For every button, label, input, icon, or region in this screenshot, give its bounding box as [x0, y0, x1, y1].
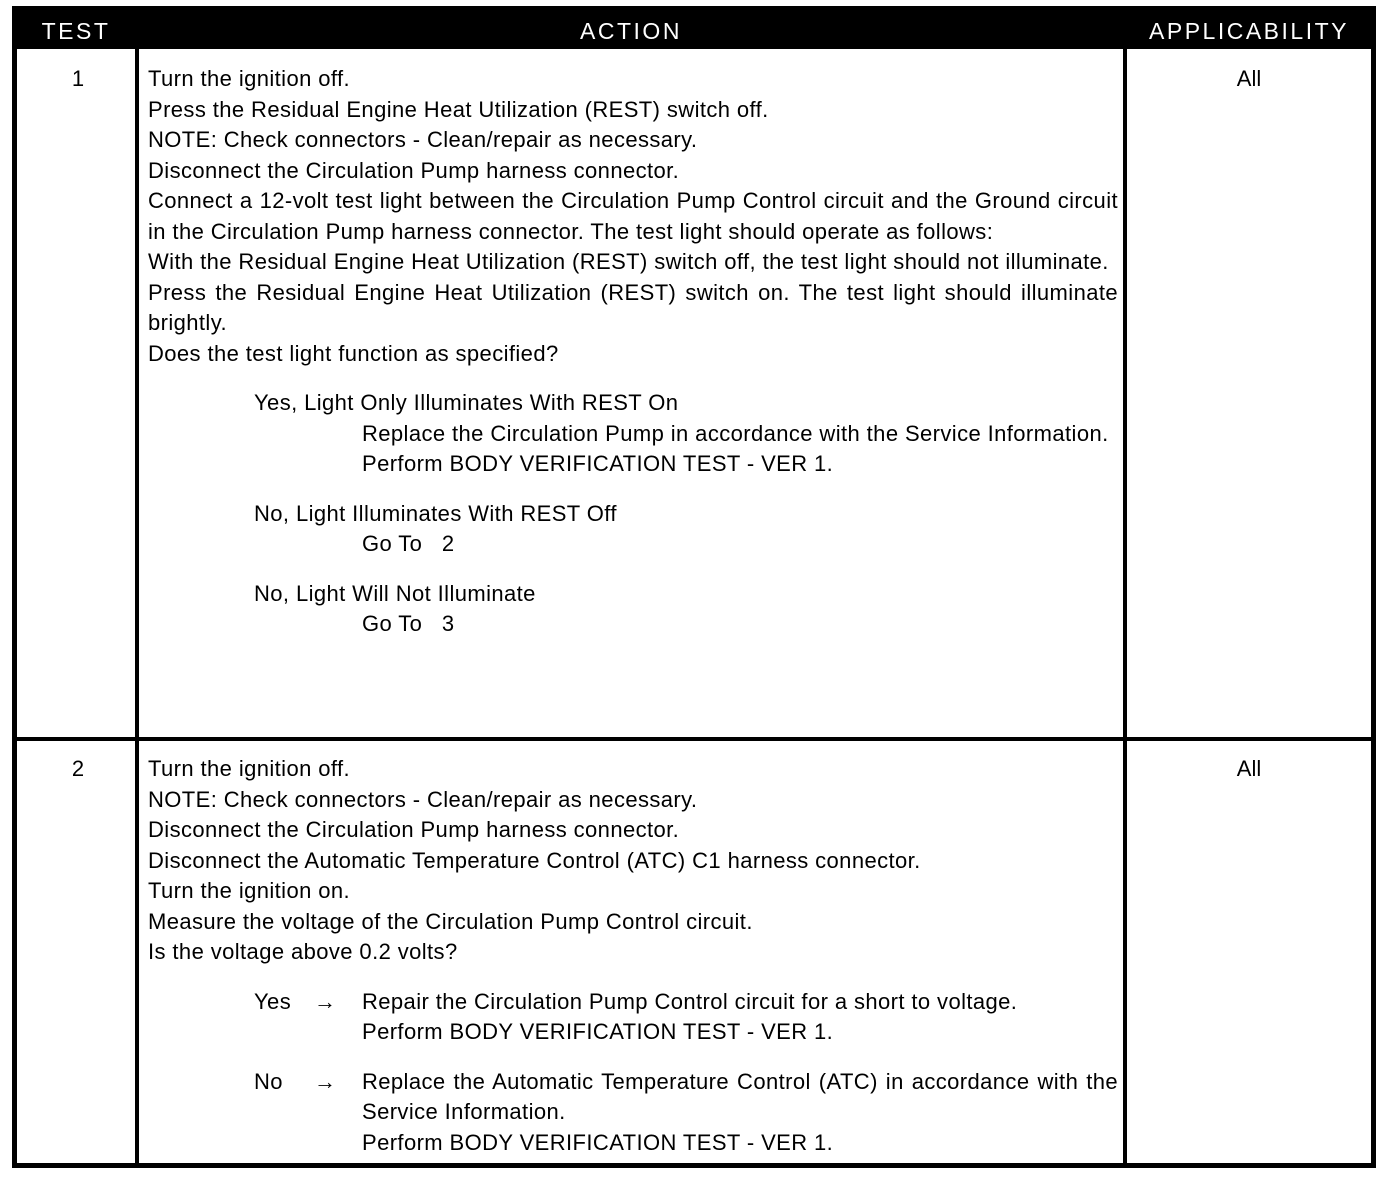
test-applicability: All	[1236, 66, 1262, 91]
column-divider	[1123, 49, 1127, 1163]
row-divider	[17, 737, 1371, 741]
test-action	[148, 754, 1118, 1158]
go-to-link[interactable]: Go To 2	[362, 531, 455, 556]
action-step: Turn the ignition off.	[148, 756, 351, 781]
go-to-link[interactable]: Go To 3	[362, 611, 455, 636]
arrow-right-icon: →	[314, 988, 337, 1014]
test-number: 2	[71, 756, 85, 781]
result-block	[148, 499, 1118, 560]
header-test: TEST	[41, 18, 111, 44]
action-note: NOTE: Check connectors - Clean/repair as necessary.	[148, 127, 698, 152]
action-step: With the Residual Engine Heat Utilization (REST) switch off, the test light should not illuminate.	[148, 249, 1109, 274]
result-condition: Yes, Light Only Illuminates With REST On	[254, 390, 679, 415]
test-number: 1	[71, 66, 85, 91]
result-actions	[362, 1067, 1118, 1159]
result-action: Replace the Automatic Temperature Control (ATC) in accordance with the Service Information.	[362, 1068, 1118, 1124]
result-condition: Yes	[254, 988, 292, 1014]
result-no	[148, 1067, 1118, 1159]
action-question: Does the test light function as specified?	[148, 340, 559, 366]
table-header	[17, 11, 1371, 49]
result-action: Replace the Circulation Pump in accordance with the Service Information.	[362, 420, 1109, 446]
action-step: Turn the ignition on.	[148, 878, 351, 903]
action-step: Connect a 12-volt test light between the Circulation Pump Control circuit and the Ground circuit in the Circulation Pump harness connector. The test light should operate as follows:	[148, 188, 1118, 244]
action-note: NOTE: Check connectors - Clean/repair as necessary.	[148, 786, 698, 812]
column-divider	[135, 49, 139, 1163]
action-step: Press the Residual Engine Heat Utilization (REST) switch off.	[148, 96, 769, 122]
result-condition: No, Light Will Not Illuminate	[254, 580, 536, 606]
result-actions	[362, 987, 1118, 1048]
result-action: Perform BODY VERIFICATION TEST - VER 1.	[362, 451, 834, 476]
diagnostic-table	[12, 6, 1376, 1168]
action-step: Press the Residual Engine Heat Utilization (REST) switch on. The test light should illuminate brightly.	[148, 279, 1118, 335]
action-step: Disconnect the Circulation Pump harness connector.	[148, 817, 680, 842]
result-condition: No, Light Illuminates With REST Off	[254, 500, 617, 526]
action-step: Disconnect the Circulation Pump harness connector.	[148, 157, 680, 183]
result-action: Repair the Circulation Pump Control circuit for a short to voltage.	[362, 988, 1018, 1014]
action-question: Is the voltage above 0.2 volts?	[148, 939, 458, 964]
result-condition: No	[254, 1068, 283, 1094]
test-applicability: All	[1236, 756, 1262, 781]
action-step: Measure the voltage of the Circulation Pump Control circuit.	[148, 908, 753, 934]
test-action	[148, 64, 1118, 640]
header-action: ACTION	[580, 18, 682, 44]
arrow-right-icon: →	[314, 1068, 337, 1094]
action-step: Turn the ignition off.	[148, 66, 351, 91]
header-applicability: APPLICABILITY	[1149, 18, 1349, 44]
result-block	[148, 579, 1118, 640]
result-block	[148, 388, 1118, 480]
result-yes	[148, 987, 1118, 1048]
result-action: Perform BODY VERIFICATION TEST - VER 1.	[362, 1129, 834, 1155]
action-step: Disconnect the Automatic Temperature Control (ATC) C1 harness connector.	[148, 847, 921, 873]
result-action: Perform BODY VERIFICATION TEST - VER 1.	[362, 1019, 834, 1044]
